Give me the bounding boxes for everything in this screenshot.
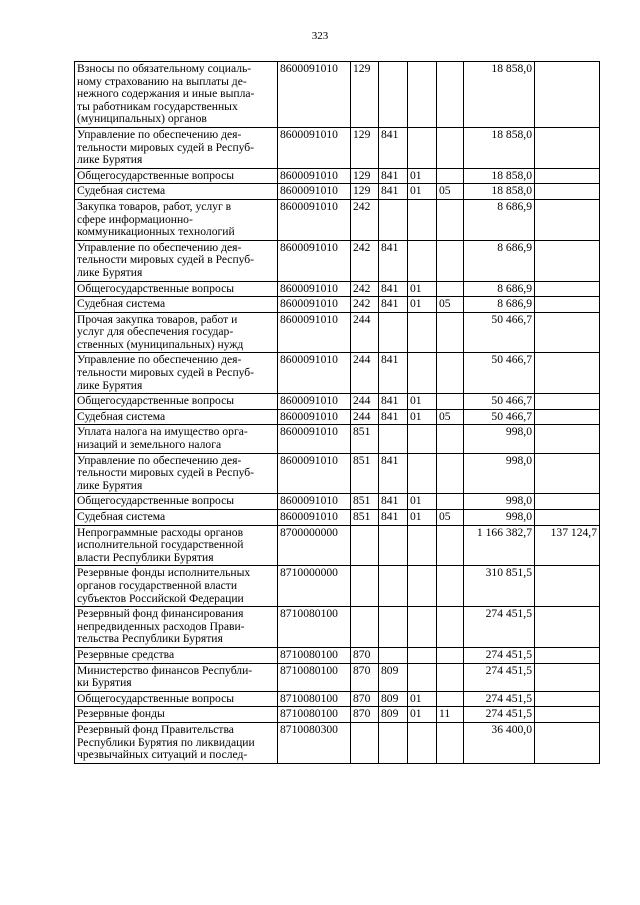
- cell-amount-extra: 137 124,7: [535, 525, 600, 566]
- cell-subsection: [437, 647, 464, 663]
- cell-expense-type: [351, 607, 379, 648]
- cell-amount: 8 686,9: [464, 240, 535, 281]
- budget-table-body: [75, 62, 600, 764]
- cell-section: 01: [408, 297, 437, 313]
- cell-target-article: 8600091010: [278, 168, 351, 184]
- cell-section: 01: [408, 409, 437, 425]
- cell-name: Общегосударственные вопросы: [75, 494, 278, 510]
- cell-ministry-code: 809: [379, 691, 408, 707]
- cell-amount: 50 466,7: [464, 409, 535, 425]
- cell-subsection: 11: [437, 707, 464, 723]
- cell-subsection: [437, 312, 464, 353]
- cell-subsection: 05: [437, 409, 464, 425]
- cell-ministry-code: [379, 62, 408, 128]
- cell-expense-type: [351, 525, 379, 566]
- cell-name: Непрограммные расходы органов исполнительной государственной власти Республики Бурятия: [75, 525, 278, 566]
- table-row: [75, 168, 600, 184]
- cell-target-article: 8600091010: [278, 199, 351, 240]
- cell-amount: 8 686,9: [464, 281, 535, 297]
- cell-expense-type: 244: [351, 353, 379, 394]
- table-row: [75, 607, 600, 648]
- cell-amount: 8 686,9: [464, 199, 535, 240]
- cell-target-article: 8710080100: [278, 647, 351, 663]
- cell-amount-extra: [535, 691, 600, 707]
- page-number: 323: [311, 30, 329, 42]
- cell-ministry-code: 841: [379, 494, 408, 510]
- table-row: [75, 240, 600, 281]
- cell-expense-type: 870: [351, 707, 379, 723]
- cell-expense-type: 129: [351, 62, 379, 128]
- cell-amount-extra: [535, 199, 600, 240]
- cell-ministry-code: 841: [379, 510, 408, 526]
- cell-ministry-code: 841: [379, 168, 408, 184]
- cell-amount-extra: [535, 240, 600, 281]
- cell-name: Общегосударственные вопросы: [75, 168, 278, 184]
- cell-expense-type: 242: [351, 281, 379, 297]
- table-row: [75, 663, 600, 691]
- cell-amount-extra: [535, 297, 600, 313]
- cell-amount: 50 466,7: [464, 353, 535, 394]
- cell-subsection: [437, 566, 464, 607]
- cell-name: Судебная система: [75, 510, 278, 526]
- cell-ministry-code: 841: [379, 240, 408, 281]
- cell-target-article: 8600091010: [278, 453, 351, 494]
- cell-amount-extra: [535, 607, 600, 648]
- cell-ministry-code: [379, 607, 408, 648]
- table-row: [75, 127, 600, 168]
- cell-section: 01: [408, 184, 437, 200]
- table-row: [75, 647, 600, 663]
- cell-expense-type: 244: [351, 409, 379, 425]
- cell-name: Резервный фонд Правительства Республики Бурятия по ликвидации чрезвычайных ситуаций и послед-: [75, 722, 278, 763]
- cell-subsection: [437, 240, 464, 281]
- cell-amount-extra: [535, 127, 600, 168]
- cell-expense-type: 870: [351, 663, 379, 691]
- cell-ministry-code: [379, 525, 408, 566]
- cell-target-article: 8600091010: [278, 184, 351, 200]
- cell-target-article: 8600091010: [278, 353, 351, 394]
- cell-ministry-code: [379, 566, 408, 607]
- cell-subsection: [437, 353, 464, 394]
- cell-amount-extra: [535, 494, 600, 510]
- table-row: [75, 297, 600, 313]
- cell-section: [408, 199, 437, 240]
- table-row: [75, 62, 600, 128]
- cell-name: Министерство финансов Республи- ки Бурятия: [75, 663, 278, 691]
- cell-ministry-code: [379, 647, 408, 663]
- cell-amount-extra: [535, 663, 600, 691]
- cell-section: [408, 240, 437, 281]
- table-row: [75, 453, 600, 494]
- cell-section: 01: [408, 168, 437, 184]
- cell-subsection: [437, 453, 464, 494]
- cell-expense-type: 129: [351, 127, 379, 168]
- cell-section: [408, 647, 437, 663]
- cell-expense-type: 242: [351, 297, 379, 313]
- cell-subsection: [437, 691, 464, 707]
- cell-amount: 18 858,0: [464, 168, 535, 184]
- cell-amount: 18 858,0: [464, 127, 535, 168]
- cell-section: 01: [408, 707, 437, 723]
- table-row: [75, 394, 600, 410]
- table-row: [75, 510, 600, 526]
- cell-amount-extra: [535, 312, 600, 353]
- cell-name: Управление по обеспечению дея- тельности мировых судей в Респуб- лике Бурятия: [75, 240, 278, 281]
- table-row: [75, 281, 600, 297]
- cell-target-article: 8710080100: [278, 663, 351, 691]
- cell-ministry-code: 841: [379, 394, 408, 410]
- cell-expense-type: 851: [351, 510, 379, 526]
- cell-section: 01: [408, 510, 437, 526]
- cell-amount: 998,0: [464, 494, 535, 510]
- cell-section: [408, 525, 437, 566]
- cell-amount-extra: [535, 409, 600, 425]
- table-row: [75, 409, 600, 425]
- cell-name: Общегосударственные вопросы: [75, 281, 278, 297]
- cell-expense-type: 851: [351, 425, 379, 453]
- cell-ministry-code: 841: [379, 453, 408, 494]
- cell-subsection: [437, 127, 464, 168]
- table-row: [75, 722, 600, 763]
- cell-amount: 1 166 382,7: [464, 525, 535, 566]
- cell-name: Взносы по обязательному социаль- ному страхованию на выплаты де- нежного содержания и иные выпла- ты работникам государственных (муниципальных) органов: [75, 62, 278, 128]
- cell-amount: 274 451,5: [464, 663, 535, 691]
- cell-amount-extra: [535, 722, 600, 763]
- table-row: [75, 199, 600, 240]
- cell-expense-type: 129: [351, 168, 379, 184]
- cell-target-article: 8600091010: [278, 425, 351, 453]
- cell-ministry-code: 809: [379, 663, 408, 691]
- cell-name: Уплата налога на имущество орга- низаций и земельного налога: [75, 425, 278, 453]
- cell-subsection: 05: [437, 510, 464, 526]
- cell-amount-extra: [535, 425, 600, 453]
- cell-amount: 998,0: [464, 510, 535, 526]
- cell-amount-extra: [535, 353, 600, 394]
- cell-section: [408, 566, 437, 607]
- cell-amount: 36 400,0: [464, 722, 535, 763]
- cell-target-article: 8710080100: [278, 691, 351, 707]
- cell-name: Резервные фонды: [75, 707, 278, 723]
- table-row: [75, 525, 600, 566]
- cell-subsection: [437, 494, 464, 510]
- cell-amount: 18 858,0: [464, 62, 535, 128]
- cell-ministry-code: [379, 722, 408, 763]
- cell-target-article: 8600091010: [278, 240, 351, 281]
- table-row: [75, 691, 600, 707]
- cell-subsection: [437, 281, 464, 297]
- cell-subsection: [437, 199, 464, 240]
- cell-amount: 274 451,5: [464, 647, 535, 663]
- cell-section: [408, 722, 437, 763]
- cell-target-article: 8600091010: [278, 62, 351, 128]
- cell-expense-type: 870: [351, 647, 379, 663]
- cell-expense-type: 129: [351, 184, 379, 200]
- cell-subsection: 05: [437, 184, 464, 200]
- cell-subsection: [437, 168, 464, 184]
- cell-target-article: 8710080100: [278, 707, 351, 723]
- cell-amount: 310 851,5: [464, 566, 535, 607]
- table-row: [75, 494, 600, 510]
- cell-amount: 8 686,9: [464, 297, 535, 313]
- cell-amount-extra: [535, 168, 600, 184]
- cell-name: Резервные средства: [75, 647, 278, 663]
- cell-section: [408, 425, 437, 453]
- cell-section: 01: [408, 494, 437, 510]
- cell-section: 01: [408, 281, 437, 297]
- cell-ministry-code: 809: [379, 707, 408, 723]
- cell-amount: 274 451,5: [464, 707, 535, 723]
- cell-name: Общегосударственные вопросы: [75, 394, 278, 410]
- cell-name: Управление по обеспечению дея- тельности мировых судей в Респуб- лике Бурятия: [75, 453, 278, 494]
- cell-target-article: 8600091010: [278, 281, 351, 297]
- cell-expense-type: 242: [351, 199, 379, 240]
- table-row: [75, 566, 600, 607]
- cell-amount-extra: [535, 62, 600, 128]
- cell-name: Управление по обеспечению дея- тельности мировых судей в Респуб- лике Бурятия: [75, 127, 278, 168]
- cell-name: Судебная система: [75, 297, 278, 313]
- cell-target-article: 8600091010: [278, 494, 351, 510]
- cell-target-article: 8710080100: [278, 607, 351, 648]
- cell-amount-extra: [535, 184, 600, 200]
- cell-name: Резервные фонды исполнительных органов государственной власти субъектов Российской Федерации: [75, 566, 278, 607]
- cell-subsection: [437, 722, 464, 763]
- cell-amount: 50 466,7: [464, 394, 535, 410]
- cell-section: [408, 453, 437, 494]
- cell-subsection: [437, 394, 464, 410]
- cell-expense-type: 870: [351, 691, 379, 707]
- cell-ministry-code: 841: [379, 409, 408, 425]
- cell-amount-extra: [535, 647, 600, 663]
- cell-subsection: [437, 62, 464, 128]
- cell-amount: 998,0: [464, 425, 535, 453]
- cell-subsection: 05: [437, 297, 464, 313]
- cell-section: [408, 62, 437, 128]
- cell-amount: 50 466,7: [464, 312, 535, 353]
- cell-subsection: [437, 607, 464, 648]
- cell-target-article: 8600091010: [278, 127, 351, 168]
- table-row: [75, 425, 600, 453]
- cell-target-article: 8600091010: [278, 394, 351, 410]
- cell-ministry-code: 841: [379, 127, 408, 168]
- cell-ministry-code: [379, 199, 408, 240]
- table-row: [75, 184, 600, 200]
- cell-expense-type: 851: [351, 494, 379, 510]
- cell-amount-extra: [535, 707, 600, 723]
- cell-target-article: 8600091010: [278, 312, 351, 353]
- cell-name: Закупка товаров, работ, услуг в сфере информационно- коммуникационных технологий: [75, 199, 278, 240]
- cell-amount: 18 858,0: [464, 184, 535, 200]
- cell-section: [408, 663, 437, 691]
- cell-section: [408, 312, 437, 353]
- cell-subsection: [437, 425, 464, 453]
- cell-ministry-code: [379, 312, 408, 353]
- cell-ministry-code: 841: [379, 297, 408, 313]
- cell-amount: 998,0: [464, 453, 535, 494]
- cell-subsection: [437, 663, 464, 691]
- cell-ministry-code: 841: [379, 184, 408, 200]
- table-row: [75, 707, 600, 723]
- cell-amount: 274 451,5: [464, 607, 535, 648]
- cell-ministry-code: 841: [379, 281, 408, 297]
- cell-expense-type: 242: [351, 240, 379, 281]
- cell-expense-type: 244: [351, 394, 379, 410]
- cell-expense-type: [351, 722, 379, 763]
- cell-target-article: 8600091010: [278, 297, 351, 313]
- cell-target-article: 8710080300: [278, 722, 351, 763]
- cell-amount-extra: [535, 510, 600, 526]
- cell-name: Общегосударственные вопросы: [75, 691, 278, 707]
- cell-name: Прочая закупка товаров, работ и услуг для обеспечения государ- ственных (муниципальных) нужд: [75, 312, 278, 353]
- cell-section: 01: [408, 394, 437, 410]
- cell-section: [408, 127, 437, 168]
- table-row: [75, 312, 600, 353]
- cell-target-article: 8600091010: [278, 510, 351, 526]
- cell-name: Управление по обеспечению дея- тельности мировых судей в Респуб- лике Бурятия: [75, 353, 278, 394]
- cell-target-article: 8700000000: [278, 525, 351, 566]
- cell-expense-type: 244: [351, 312, 379, 353]
- cell-section: [408, 607, 437, 648]
- cell-section: [408, 353, 437, 394]
- cell-target-article: 8710000000: [278, 566, 351, 607]
- cell-ministry-code: 841: [379, 353, 408, 394]
- cell-subsection: [437, 525, 464, 566]
- cell-amount-extra: [535, 453, 600, 494]
- cell-amount-extra: [535, 394, 600, 410]
- cell-name: Судебная система: [75, 184, 278, 200]
- cell-ministry-code: [379, 425, 408, 453]
- cell-section: 01: [408, 691, 437, 707]
- cell-amount-extra: [535, 281, 600, 297]
- table-row: [75, 353, 600, 394]
- cell-name: Судебная система: [75, 409, 278, 425]
- budget-table: [74, 61, 600, 764]
- cell-expense-type: 851: [351, 453, 379, 494]
- cell-amount-extra: [535, 566, 600, 607]
- cell-name: Резервный фонд финансирования непредвиденных расходов Прави- тельства Республики Бурятия: [75, 607, 278, 648]
- cell-target-article: 8600091010: [278, 409, 351, 425]
- cell-amount: 274 451,5: [464, 691, 535, 707]
- cell-expense-type: [351, 566, 379, 607]
